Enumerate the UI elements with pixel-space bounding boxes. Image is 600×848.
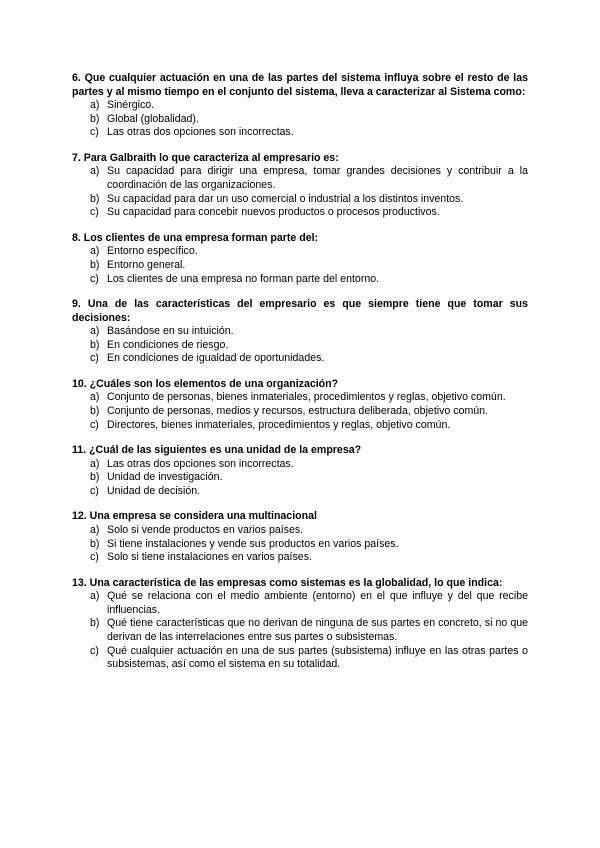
option-c [72,206,528,220]
options-list [72,165,528,219]
question-11 [72,444,528,498]
option-letter: a) [90,590,100,603]
option-letter: a) [90,245,100,258]
option-b [72,617,528,644]
option-text: Conjunto de personas, medios y recursos, estructura deliberada, objetivo común. [107,405,488,418]
question-6 [72,72,528,140]
option-a [72,590,528,617]
option-letter: c) [90,418,99,431]
option-letter: c) [90,352,99,365]
options-list [72,524,528,565]
option-text: Qué cualquier actuación en una de sus partes (subsistema) influye en las otras partes o subsistemas, así como el sistema en su totalidad. [107,644,528,671]
option-letter: b) [90,405,100,418]
option-text: En condiciones de riesgo. [107,338,229,351]
exam-page [72,72,528,684]
option-b [72,538,528,552]
option-text: Entorno general. [107,258,186,271]
option-text: Global (globalidad). [107,112,199,125]
option-letter: b) [90,537,100,550]
options-list [72,245,528,286]
option-a [72,391,528,405]
option-letter: c) [90,272,99,285]
question-title: 12. Una empresa se considera una multinacional [72,510,317,523]
option-text: Unidad de investigación. [107,471,223,484]
option-a [72,99,528,113]
option-letter: a) [90,165,100,178]
option-letter: b) [90,471,100,484]
option-a [72,458,528,472]
question-title: 10. ¿Cuáles son los elementos de una organización? [72,377,339,390]
option-text: En condiciones de igualdad de oportunidades. [107,352,325,365]
option-c [72,645,528,672]
option-c [72,419,528,433]
option-b [72,405,528,419]
question-10 [72,378,528,432]
option-text: Entorno específico. [107,245,198,258]
option-text: Solo si vende productos en varios países. [107,523,304,536]
option-text: Su capacidad para dar un uso comercial o industrial a los distintos inventos. [107,192,464,205]
option-text: Conjunto de personas, bienes inmateriales, procedimientos y reglas, objetivo común. [107,391,506,404]
option-a [72,165,528,192]
option-letter: a) [90,391,100,404]
option-text: Directores, bienes inmateriales, procedimientos y reglas, objetivo común. [107,418,451,431]
option-text: Qué tiene características que no derivan de ninguna de sus partes en concreto, si no que derivan de las interrelaciones entre sus partes o subsistemas. [107,617,528,644]
option-letter: b) [90,258,100,271]
option-c [72,126,528,140]
option-text: Las otras dos opciones son incorrectas. [107,457,294,470]
question-title: 9. Una de las características del empresario es que siempre tiene que tomar sus decisiones: [72,297,528,324]
option-letter: b) [90,617,100,630]
option-letter: c) [90,644,99,657]
question-title: 7. Para Galbraith lo que caracteriza al empresario es: [72,151,339,164]
question-title: 13. Una característica de las empresas como sistemas es la globalidad, lo que indica: [72,576,503,589]
option-letter: a) [90,457,100,470]
question-title: 6. Que cualquier actuación en una de las partes del sistema influya sobre el resto de las partes y al mismo tiempo en el conjunto del sistema, lleva a caracterizar al Sistema como: [72,72,528,98]
question-13 [72,577,528,672]
option-c [72,273,528,287]
option-letter: c) [90,206,99,219]
option-b [72,259,528,273]
question-7 [72,152,528,220]
question-12 [72,510,528,564]
option-text: Si tiene instalaciones y vende sus productos en varios países. [107,537,399,550]
option-c [72,485,528,499]
option-text: Las otras dos opciones son incorrectas. [107,126,294,139]
question-8 [72,232,528,286]
options-list [72,458,528,499]
option-text: Basándose en su intuición. [107,325,234,338]
options-list [72,325,528,366]
option-c [72,551,528,565]
option-letter: c) [90,126,99,139]
option-a [72,524,528,538]
option-text: Qué se relaciona con el medio ambiente (entorno) en el que influye y del que recibe influencias. [107,590,528,616]
option-b [72,471,528,485]
option-a [72,325,528,339]
option-letter: c) [90,551,99,564]
option-text: Sinérgico. [107,99,155,112]
option-letter: a) [90,99,100,112]
option-b [72,193,528,207]
option-text: Unidad de decisión. [107,484,201,497]
option-letter: b) [90,112,100,125]
option-text: Los clientes de una empresa no forman parte del entorno. [107,272,380,285]
option-text: Su capacidad para dirigir una empresa, tomar grandes decisiones y contribuir a la coordinación de las organizaciones. [107,165,528,192]
option-letter: c) [90,484,99,497]
question-9 [72,298,528,366]
option-letter: a) [90,523,100,536]
question-title: 11. ¿Cuál de las siguientes es una unidad de la empresa? [72,444,362,457]
question-title: 8. Los clientes de una empresa forman parte del: [72,231,319,244]
option-c [72,352,528,366]
option-a [72,245,528,259]
option-b [72,339,528,353]
option-letter: b) [90,192,100,205]
option-text: Solo si tiene instalaciones en varios países. [107,551,312,564]
option-letter: a) [90,325,100,338]
options-list [72,590,528,672]
options-list [72,391,528,432]
options-list [72,99,528,140]
option-b [72,113,528,127]
option-letter: b) [90,338,100,351]
option-text: Su capacidad para concebir nuevos productos o procesos productivos. [107,206,440,219]
